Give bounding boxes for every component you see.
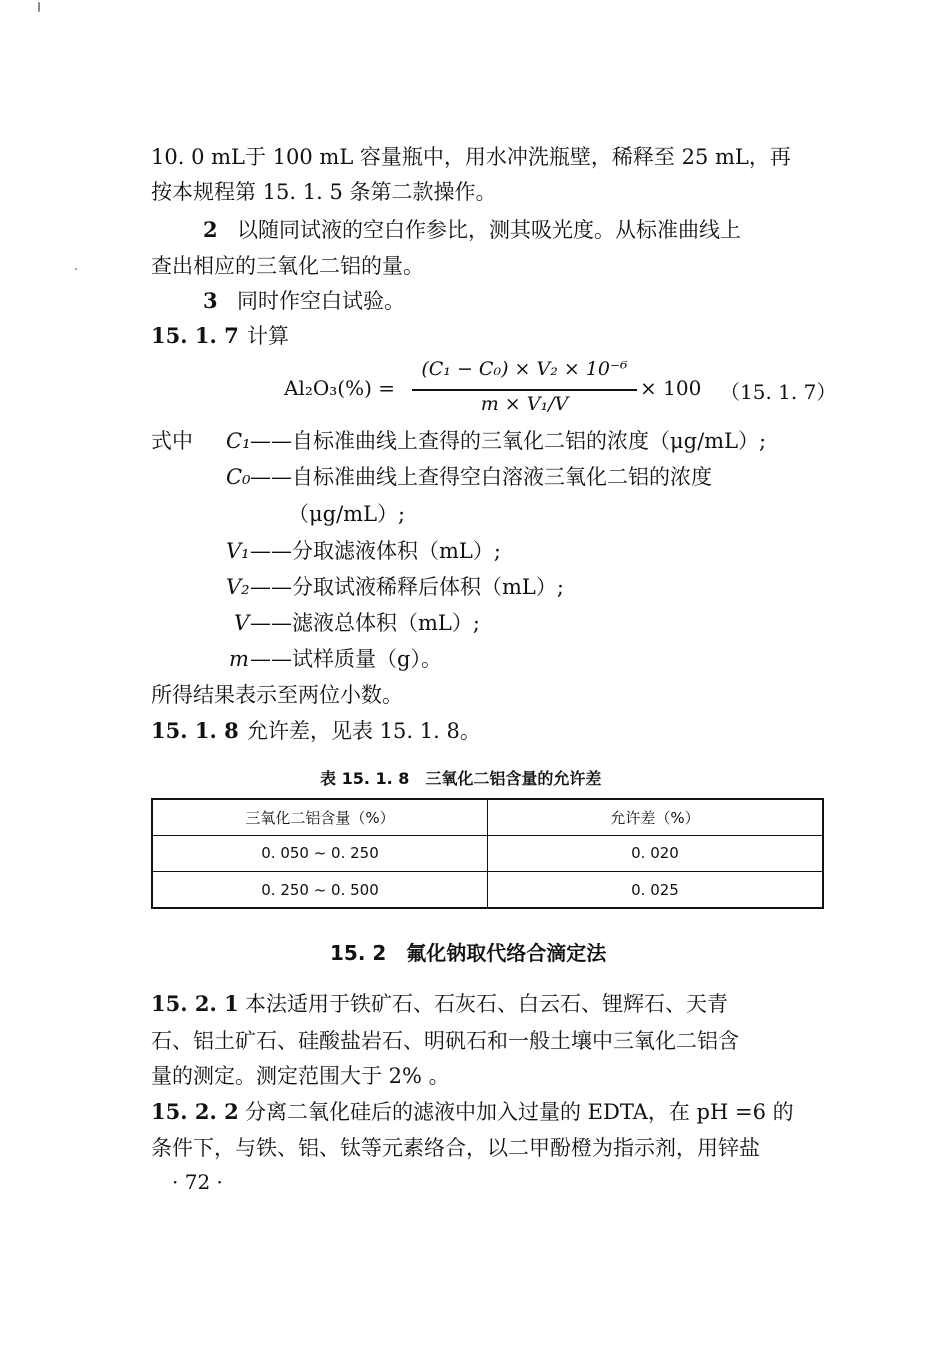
scan-speck	[38, 2, 40, 12]
def-symbol: V₁	[226, 539, 250, 563]
def-text: ——自标准曲线上查得空白溶液三氧化二铝的浓度	[250, 465, 712, 489]
def-symbol: C₁	[226, 429, 251, 453]
section-number: 15. 1. 7	[151, 323, 239, 348]
def-text: ——分取试液稀释后体积（mL）;	[250, 575, 564, 599]
table-header-row	[152, 799, 823, 835]
table-cell: 0. 020	[488, 835, 824, 871]
section-text: 本法适用于铁矿石、石灰石、白云石、锂辉石、天青	[245, 992, 728, 1016]
equation-number: （15. 1. 7）	[720, 380, 837, 404]
formula-rhs: × 100	[640, 376, 702, 400]
step-text: 同时作空白试验。	[237, 289, 405, 313]
section-number: 15. 2. 1	[151, 991, 239, 1016]
scan-speck	[75, 268, 77, 270]
def-text: （μg/mL）;	[288, 502, 406, 526]
table-header-cell: 三氧化二铝含量（%）	[152, 799, 488, 835]
def-text: ——分取滤液体积（mL）;	[250, 539, 501, 563]
def-symbol: V	[234, 611, 250, 635]
table-cell: 0. 025	[488, 872, 824, 908]
result-note: 所得结果表示至两位小数。	[151, 683, 403, 707]
fraction-bar	[412, 389, 637, 391]
section-number: 15. 1. 8	[151, 718, 239, 743]
step-text: 以随同试液的空白作参比，测其吸光度。从标准曲线上	[237, 218, 741, 242]
para-line: 按本规程第 15. 1. 5 条第二款操作。	[151, 180, 497, 204]
page-number: · 72 ·	[172, 1170, 223, 1194]
def-text: ——试样质量（g）。	[250, 647, 442, 671]
section-heading: 15. 2 氟化钠取代络合滴定法	[330, 941, 607, 965]
step-text: 查出相应的三氧化二铝的量。	[151, 254, 424, 278]
para-line: 10. 0 mL于 100 mL 容量瓶中，用水冲洗瓶壁，稀释至 25 mL，再	[151, 145, 791, 169]
def-text: ——自标准曲线上查得的三氧化二铝的浓度（μg/mL）;	[250, 429, 767, 453]
def-symbol: C₀	[226, 465, 251, 489]
section-number: 15. 2. 2	[151, 1099, 239, 1124]
step-number: 3	[203, 288, 218, 313]
table-row	[152, 872, 823, 908]
table-cell: 0. 250 ~ 0. 500	[152, 872, 488, 908]
def-symbol: V₂	[226, 575, 250, 599]
section-title: 允许差，见表 15. 1. 8。	[247, 719, 481, 743]
def-symbol: m	[229, 647, 249, 671]
table-row	[152, 835, 823, 871]
formula-denominator: m × V₁/V	[480, 393, 569, 415]
def-text: ——滤液总体积（mL）;	[250, 611, 480, 635]
formula-numerator: (C₁ − C₀) × V₂ × 10⁻⁶	[421, 358, 628, 380]
tolerance-table	[151, 798, 824, 909]
formula-lhs: Al₂O₃(%) =	[284, 376, 395, 400]
table-cell: 0. 050 ~ 0. 250	[152, 835, 488, 871]
where-label: 式中	[151, 429, 193, 453]
section-text: 量的测定。测定范围大于 2% 。	[151, 1064, 450, 1088]
section-text: 条件下，与铁、铝、钛等元素络合，以二甲酚橙为指示剂，用锌盐	[151, 1136, 760, 1160]
section-text: 石、铝土矿石、硅酸盐岩石、明矾石和一般土壤中三氧化二铝含	[151, 1029, 739, 1053]
section-title: 计算	[247, 324, 289, 348]
section-text: 分离二氧化硅后的滤液中加入过量的 EDTA，在 pH =6 的	[245, 1100, 794, 1124]
table-caption: 表 15. 1. 8 三氧化二铝含量的允许差	[320, 769, 602, 788]
step-number: 2	[203, 217, 218, 242]
table-header-cell: 允许差（%）	[488, 799, 824, 835]
